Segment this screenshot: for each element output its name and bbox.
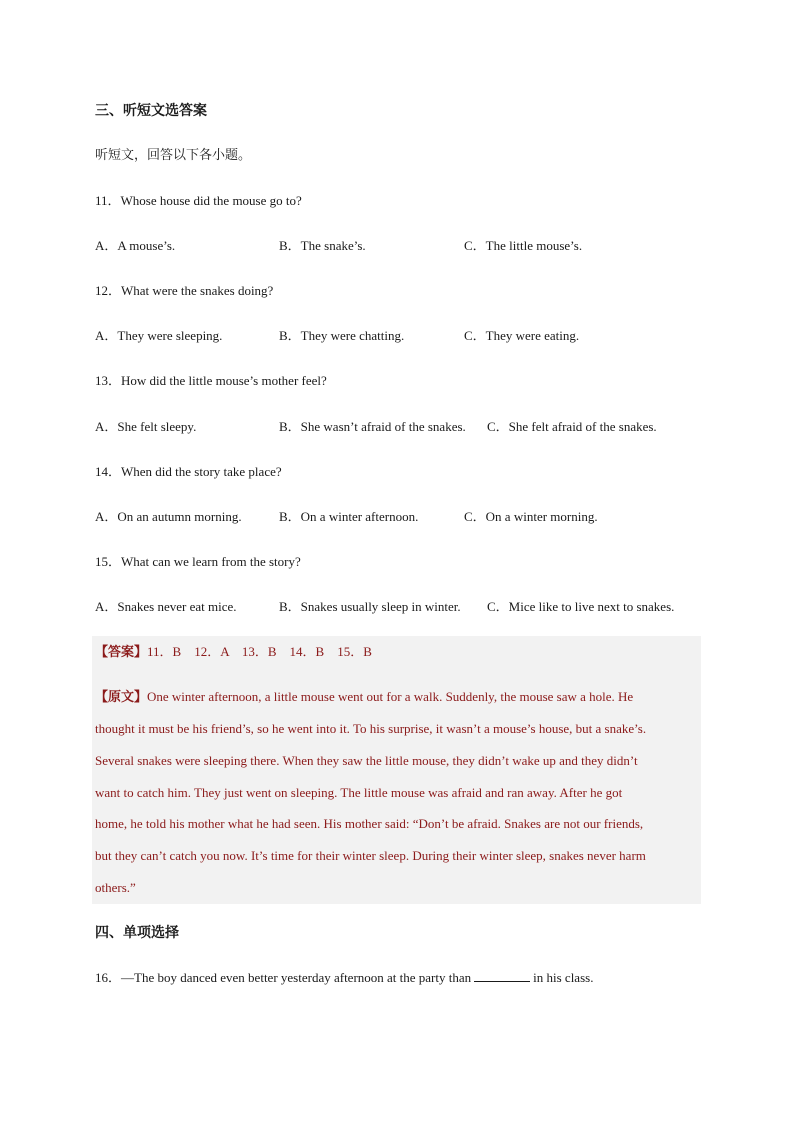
transcript-line: home, he told his mother what he had seen. His mother said: “Don’t be afraid. Snakes are not our friends, — [95, 816, 644, 831]
question-stem: 15．What can we learn from the story? — [95, 554, 301, 569]
option-c: C．The little mouse’s. — [464, 238, 583, 253]
option-a: A．They were sleeping. — [95, 328, 223, 343]
option-b: B．The snake’s. — [279, 238, 366, 253]
question-stem: 12．What were the snakes doing? — [95, 283, 274, 298]
answer-text: 11．B 12．A 13．B 14．B 15．B — [147, 644, 372, 659]
option-a: A．She felt sleepy. — [95, 419, 197, 434]
question-stem: 14．When did the story take place? — [95, 464, 282, 479]
transcript-line: Several snakes were sleeping there. When they saw the little mouse, they didn’t wake up and they didn’t — [95, 753, 638, 768]
question-stem: 11．Whose house did the mouse go to? — [95, 193, 302, 208]
question-stem: 13．How did the little mouse’s mother feel? — [95, 373, 327, 388]
question-16 — [95, 970, 593, 986]
transcript-line: but they can’t catch you now. It’s time for their winter sleep. During their winter sleep, snakes never harm — [95, 848, 646, 863]
transcript-tag: 【原文】 — [95, 690, 148, 705]
transcript-line: want to catch him. They just went on sleeping. The little mouse was afraid and ran away. After he got — [95, 785, 623, 800]
option-b: B．On a winter afternoon. — [279, 509, 419, 524]
transcript-line: others.” — [95, 880, 136, 895]
option-b: B．Snakes usually sleep in winter. — [279, 599, 461, 614]
answer-blank — [474, 970, 530, 982]
option-c: C．Mice like to live next to snakes. — [487, 599, 675, 614]
option-a: A．A mouse’s. — [95, 238, 176, 253]
section4-heading: 四、单项选择 — [95, 925, 179, 941]
option-c: C．They were eating. — [464, 328, 580, 343]
option-c: C．She felt afraid of the snakes. — [487, 419, 657, 434]
transcript-line: thought it must be his friend’s, so he went into it. To his surprise, it wasn’t a mouse’s house, but a snake’s. — [95, 721, 647, 736]
option-a: A．Snakes never eat mice. — [95, 599, 237, 614]
answer-line — [95, 644, 372, 661]
option-b: B．They were chatting. — [279, 328, 405, 343]
option-b: B．She wasn’t afraid of the snakes. — [279, 419, 466, 434]
question-16-before: 16．—The boy danced even better yesterday afternoon at the party than — [95, 970, 472, 985]
option-a: A．On an autumn morning. — [95, 509, 242, 524]
option-c: C．On a winter morning. — [464, 509, 598, 524]
answer-tag: 【答案】 — [95, 645, 148, 660]
question-16-after: in his class. — [533, 970, 594, 985]
transcript-line — [95, 689, 633, 706]
section3-heading: 三、听短文选答案 — [95, 103, 207, 119]
section3-intro: 听短文，回答以下各小题。 — [95, 148, 252, 163]
transcript-text: One winter afternoon, a little mouse went out for a walk. Suddenly, the mouse saw a hole. He — [147, 689, 634, 704]
